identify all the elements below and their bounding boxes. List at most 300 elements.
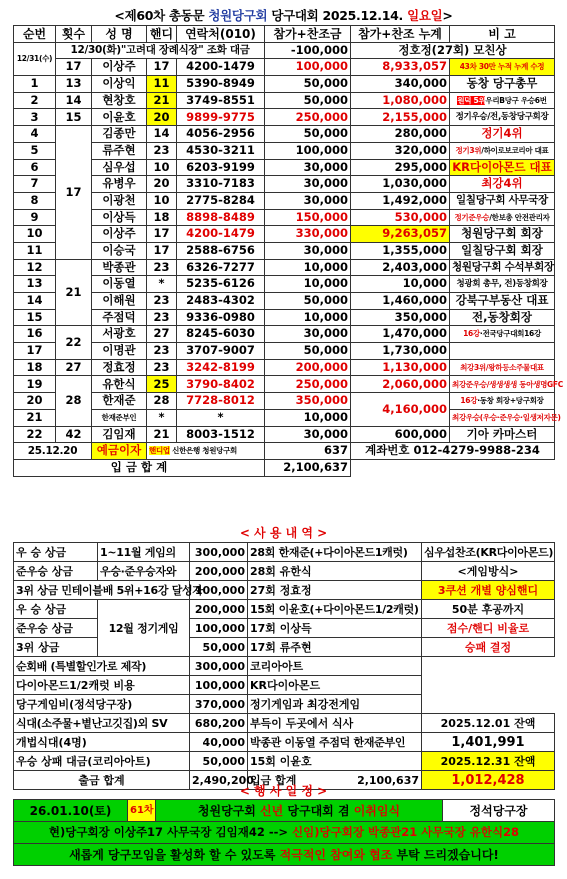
row-name: 김종만	[92, 126, 147, 143]
row-no: 16	[14, 326, 56, 343]
usage-title: < 사 용 내 역 >	[239, 526, 328, 540]
row-fee: 50,000	[265, 293, 351, 310]
row-name: 류주현	[92, 142, 147, 159]
participant-table	[13, 25, 563, 477]
row-handi: 28	[147, 393, 177, 410]
row-phone: 6203-9199	[177, 159, 265, 176]
row-handi: 23	[147, 259, 177, 276]
usage-desc: 정기게임과 최강전게임	[248, 695, 422, 714]
usage-desc: 17회 이상득	[248, 619, 422, 638]
usage-row	[14, 676, 555, 695]
row-handi: 25	[147, 376, 177, 393]
row-fee: 10,000	[265, 276, 351, 293]
row-handi: *	[147, 276, 177, 293]
group-gen: 22	[56, 326, 92, 359]
group-gen: 21	[56, 259, 92, 326]
row-no: 3	[14, 109, 56, 126]
row-no: 14	[14, 293, 56, 310]
row-note: ·전국당구대회16강	[479, 329, 541, 339]
row-no: 18	[14, 359, 56, 376]
event-title-c: 당구대회 겸	[283, 803, 354, 818]
usage-amount: 300,000	[190, 543, 248, 562]
event-date: 26.01.10(토)	[14, 800, 128, 822]
row-fee: 250,000	[265, 376, 351, 393]
event-title: < 행 사 일 정 >	[239, 784, 328, 798]
row-total: 1,492,000	[351, 192, 450, 209]
row-total: 1,460,000	[351, 293, 450, 310]
account-number: 계좌번호 012-4279-9988-234	[351, 443, 555, 460]
notice-row	[14, 42, 555, 59]
row-fee: 30,000	[265, 192, 351, 209]
title-club: 청원당구회	[208, 8, 268, 23]
usage-desc: 15회 이윤호(+다이아몬드1/2캐럿)	[248, 600, 422, 619]
usage-desc: 27회 정효정	[248, 581, 422, 600]
group-gen: 28	[56, 376, 92, 426]
usage-amount: 40,000	[190, 733, 248, 752]
row-note: 전,동창회장	[450, 309, 555, 326]
row-total: 9,263,057	[351, 226, 450, 243]
row-no: 9	[14, 209, 56, 226]
row-total: 320,000	[351, 142, 450, 159]
row-phone: 4056-2956	[177, 126, 265, 143]
usage-amount: 100,000	[190, 676, 248, 695]
row-name: 이해원	[92, 293, 147, 310]
row-name: 서광호	[92, 326, 147, 343]
usage-amount: 680,200	[190, 714, 248, 733]
row-handi: 23	[147, 293, 177, 310]
table-header	[14, 26, 555, 43]
row-fee: 30,000	[265, 176, 351, 193]
usage-side: 3쿠션 개별 양심핸디	[422, 581, 555, 600]
row-handi: 10	[147, 159, 177, 176]
col-header: 순번	[14, 26, 56, 43]
usage-amount: 50,000	[190, 752, 248, 771]
row-total: 1,730,000	[351, 343, 450, 360]
row-no: 15	[14, 309, 56, 326]
row-fee: 200,000	[265, 359, 351, 376]
table-row	[14, 76, 555, 93]
row-name: 심우섭	[92, 159, 147, 176]
title-day: 일요일	[407, 8, 443, 23]
row-phone: 5390-8949	[177, 76, 265, 93]
row-gen: 15	[56, 109, 92, 126]
usage-row	[14, 695, 555, 714]
row-note	[450, 343, 555, 360]
event-row	[14, 844, 555, 866]
row-note: 강북구부동산 대표	[450, 293, 555, 310]
row-name: 한재준	[92, 393, 147, 410]
row-handi: 21	[147, 92, 177, 109]
row-fee: 30,000	[265, 426, 351, 443]
table-row	[14, 276, 555, 293]
usage-item: 우승 상패 대금(코리아아트)	[14, 752, 190, 771]
table-row	[14, 409, 555, 426]
row-note: 일칠당구회 회장	[450, 242, 555, 259]
row-handi: 17	[147, 226, 177, 243]
title-prefix: <제60차 총동문	[114, 8, 209, 23]
table-row	[14, 159, 555, 176]
row-note: 청광회 총무, 전)동창회장	[450, 276, 555, 293]
usage-row	[14, 543, 555, 562]
row-phone: 2483-4302	[177, 293, 265, 310]
row-phone: 4200-1479	[177, 226, 265, 243]
usage-desc: 28회 한재준(+다이아몬드1캐럿)	[248, 543, 422, 562]
row-no: 21	[14, 409, 56, 426]
row-no: 22	[14, 426, 56, 443]
row-fee: 100,000	[265, 142, 351, 159]
row-phone: 2775-8284	[177, 192, 265, 209]
event-title-b: 신년	[260, 803, 284, 818]
usage-item: 당구게임비(정석당구장)	[14, 695, 190, 714]
row-no: 20	[14, 393, 56, 410]
final-balance: 1,012,428	[422, 771, 555, 790]
usage-item: 순회배 (특별할인가로 제작)	[14, 657, 190, 676]
row-phone: 9899-9775	[177, 109, 265, 126]
row-note: 동창 당구총무	[450, 76, 555, 93]
balance-label: 2025.12.01 잔액	[422, 714, 555, 733]
row-handi: 20	[147, 176, 177, 193]
row-phone: 6326-7277	[177, 259, 265, 276]
table-row	[14, 192, 555, 209]
row-no: 11	[14, 242, 56, 259]
notice-amount: -100,000	[265, 42, 351, 59]
row-name: 김임재	[92, 426, 147, 443]
row-note: 우리B당구 우승6번	[485, 95, 547, 105]
col-header: 횟수	[56, 26, 92, 43]
table-row	[14, 176, 555, 193]
row-phone: 2588-6756	[177, 242, 265, 259]
row-handi: 21	[147, 426, 177, 443]
row-total: 4,160,000	[351, 393, 450, 426]
row-total: 2,155,000	[351, 109, 450, 126]
total-row	[14, 459, 555, 476]
event-row	[14, 822, 555, 844]
in-total: 2,100,637	[357, 773, 419, 787]
event-line2-b: 신임)	[292, 824, 320, 839]
usage-row	[14, 657, 555, 676]
row-no: 2	[14, 92, 56, 109]
row-handi: 17	[147, 242, 177, 259]
row-phone: 7728-8012	[177, 393, 265, 410]
row-phone: 8003-1512	[177, 426, 265, 443]
row-name: 이상득	[92, 209, 147, 226]
col-header: 참가+찬조 누계	[351, 26, 450, 43]
row-total: 1,470,000	[351, 326, 450, 343]
row-note: /한보총 안전관리자	[489, 212, 550, 222]
usage-amount: 370,000	[190, 695, 248, 714]
row-fee: 30,000	[265, 326, 351, 343]
usage-amount: 100,000	[190, 581, 248, 600]
usage-table	[13, 542, 555, 790]
notice-count: 17	[56, 59, 92, 76]
row-gen: 27	[56, 359, 92, 376]
row-no: 10	[14, 226, 56, 243]
row-note: 정기4위	[450, 126, 555, 143]
table-row	[14, 343, 555, 360]
col-header: 연락처(010)	[177, 26, 265, 43]
row-handi: 27	[147, 326, 177, 343]
usage-item: 3위 상금	[14, 638, 98, 657]
row-no: 13	[14, 276, 56, 293]
table-row	[14, 226, 555, 243]
usage-sub: 12월 정기게임	[98, 600, 190, 657]
usage-row	[14, 752, 555, 771]
row-name: 한재준부인	[92, 409, 147, 426]
row-total: 280,000	[351, 126, 450, 143]
row-total: 2,060,000	[351, 376, 450, 393]
row-fee: 50,000	[265, 126, 351, 143]
row-name: 유병우	[92, 176, 147, 193]
row-note: 청원당구회 수석부회장	[450, 259, 555, 276]
row-name: 이윤호	[92, 109, 147, 126]
row-no: 17	[14, 343, 56, 360]
event-title-d: 이취임식	[353, 803, 401, 818]
deposit-bank: 신한은행 청원당구회	[172, 446, 237, 456]
row-note: 정기우승/전,동창당구회장	[450, 109, 555, 126]
row-name: 정효정	[92, 359, 147, 376]
row-note: 일칠당구회 사무국장	[450, 192, 555, 209]
usage-sub: 1~11월 게임의	[98, 543, 190, 562]
row-note: 기아 카마스터	[450, 426, 555, 443]
usage-row	[14, 581, 555, 600]
row-fee: 30,000	[265, 242, 351, 259]
row-total: 600,000	[351, 426, 450, 443]
row-total: 295,000	[351, 159, 450, 176]
row-gen: 42	[56, 426, 92, 443]
usage-item: 우 승 상금	[14, 543, 98, 562]
row-phone: 3749-8551	[177, 92, 265, 109]
deposit-amount: 637	[265, 443, 351, 460]
row-phone: 8898-8489	[177, 209, 265, 226]
row-name: 이명관	[92, 343, 147, 360]
row-fee: 10,000	[265, 259, 351, 276]
notice-handi: 17	[147, 59, 177, 76]
row-name: 주점덕	[92, 309, 147, 326]
table-row	[14, 259, 555, 276]
row-phone: 3790-8402	[177, 376, 265, 393]
row-fee: 30,000	[265, 159, 351, 176]
row-handi: 23	[147, 359, 177, 376]
table-row	[14, 92, 555, 109]
usage-sub: 우승·준우승자와	[98, 562, 190, 581]
row-phone: 3310-7183	[177, 176, 265, 193]
row-handi: 18	[147, 209, 177, 226]
row-handi: 11	[147, 76, 177, 93]
usage-row	[14, 600, 555, 619]
row-fee: 10,000	[265, 309, 351, 326]
row-name: 이동열	[92, 276, 147, 293]
event-line3-b: 적극적인 참여와 협조	[279, 847, 393, 862]
row-handi: 10	[147, 192, 177, 209]
usage-side: 50분 후공까지	[422, 600, 555, 619]
usage-side: <게임방식>	[422, 562, 555, 581]
row-note: 청원당구회 회장	[450, 226, 555, 243]
row-name: 이광천	[92, 192, 147, 209]
row-phone: 3707-9007	[177, 343, 265, 360]
usage-item: 우 승 상금	[14, 600, 98, 619]
row-no: 19	[14, 376, 56, 393]
total-amount: 2,100,637	[265, 459, 351, 476]
usage-desc: KR다이아몬드	[248, 676, 422, 695]
row-total: 10,000	[351, 276, 450, 293]
out-total-label: 출금 합계	[14, 771, 190, 790]
row-handi: 23	[147, 309, 177, 326]
table-row	[14, 426, 555, 443]
row-note: KR다이아몬드 대표	[450, 159, 555, 176]
usage-row	[14, 562, 555, 581]
row-no: 4	[14, 126, 56, 143]
row-no: 5	[14, 142, 56, 159]
table-row	[14, 326, 555, 343]
col-header: 성 명	[92, 26, 147, 43]
row-fee: 250,000	[265, 109, 351, 126]
notice-note: 정호정(27회) 모친상	[351, 42, 555, 59]
col-header: 핸디	[147, 26, 177, 43]
usage-amount: 200,000	[190, 600, 248, 619]
usage-side: 승패 결정	[422, 638, 555, 657]
in-total-label: 입금 합계	[250, 773, 297, 787]
row-note: 최강4위	[450, 176, 555, 193]
usage-item: 다이아몬드1/2캐럿 비용	[14, 676, 190, 695]
table-row	[14, 309, 555, 326]
row-note-tag: 16강	[463, 329, 480, 339]
notice-total: 8,933,057	[351, 59, 450, 76]
row-total: 1,030,000	[351, 176, 450, 193]
usage-row	[14, 714, 555, 733]
event-round: 61차	[128, 800, 156, 822]
row-total: 2,403,000	[351, 259, 450, 276]
usage-item: 개법식대(4명)	[14, 733, 190, 752]
table-row	[14, 376, 555, 393]
row-total: 1,130,000	[351, 359, 450, 376]
row-phone: 3242-8199	[177, 359, 265, 376]
row-no: 1	[14, 76, 56, 93]
table-row	[14, 126, 555, 143]
balance-label: 2025.12.31 잔액	[422, 752, 555, 771]
usage-desc: 17회 류주현	[248, 638, 422, 657]
row-gen: 13	[56, 76, 92, 93]
row-phone: 4530-3211	[177, 142, 265, 159]
notice-remark: 43차 30만 누적 누계 수정	[450, 59, 555, 76]
row-total: 350,000	[351, 309, 450, 326]
event-line3-a: 새롭게 당구모임을 활성화 할 수 있도록	[69, 847, 280, 862]
table-row	[14, 209, 555, 226]
row-note-tag: 정기3위	[455, 145, 482, 155]
row-name: 박종관	[92, 259, 147, 276]
row-no: 6	[14, 159, 56, 176]
row-handi: 23	[147, 343, 177, 360]
usage-amount: 200,000	[190, 562, 248, 581]
row-total: 1,080,000	[351, 92, 450, 109]
page-title	[0, 6, 567, 24]
usage-desc: 28회 유한식	[248, 562, 422, 581]
row-fee: 50,000	[265, 343, 351, 360]
total-label: 입 금 합 계	[14, 459, 265, 476]
handi-up-tag: 핸디업	[149, 446, 170, 456]
usage-amount: 50,000	[190, 638, 248, 657]
row-note-tag: 원덕 5위	[457, 95, 486, 105]
notice-phone: 4200-1479	[177, 59, 265, 76]
notice-event: 12/30(화)"고려대 장례식장" 조화 대금	[56, 42, 265, 59]
row-phone: 8245-6030	[177, 326, 265, 343]
row-handi: 20	[147, 109, 177, 126]
usage-desc: 박종관 이동열 주점덕 한재준부인	[248, 733, 422, 752]
balance-value: 1,401,991	[422, 733, 555, 752]
deposit-label: 예금이자	[92, 443, 147, 460]
row-note: ·동창 회장+당구회장	[477, 396, 544, 406]
title-suffix: >	[442, 8, 453, 23]
usage-amount: 300,000	[190, 657, 248, 676]
usage-item: 준우승 상금	[14, 619, 98, 638]
event-row	[14, 800, 555, 822]
out-total: 2,490,200	[190, 771, 248, 790]
row-note: 최강우승(우승·준우승·일생저자문)	[450, 409, 555, 426]
row-name: 이상주	[92, 226, 147, 243]
event-venue: 정석당구장	[443, 800, 555, 822]
row-name: 이승국	[92, 242, 147, 259]
usage-side: 심우섭찬조(KR다이아몬드)	[422, 543, 555, 562]
row-total: 530,000	[351, 209, 450, 226]
row-fee: 350,000	[265, 393, 351, 410]
row-total: 340,000	[351, 76, 450, 93]
usage-desc: 15회 이윤호	[248, 752, 422, 771]
table-row	[14, 393, 555, 410]
usage-item: 3위 상금	[16, 583, 58, 597]
title-date: 당구대회 2025.12.14.	[267, 8, 408, 23]
usage-row	[14, 619, 555, 638]
row-fee: 10,000	[265, 409, 351, 426]
table-row	[14, 242, 555, 259]
row-fee: 50,000	[265, 76, 351, 93]
row-fee: 150,000	[265, 209, 351, 226]
event-line2-a: 현)당구회장 이상주17 사무국장 김임재42 -->	[48, 824, 293, 839]
usage-row	[14, 638, 555, 657]
row-note: /하이로보코리아 대표	[481, 145, 549, 155]
table-row	[14, 142, 555, 159]
notice-date: 12/31(수)	[14, 42, 56, 75]
row-handi: 14	[147, 126, 177, 143]
group-gen: 17	[56, 126, 92, 260]
row-note-tag: 16강	[460, 396, 478, 406]
usage-row	[14, 733, 555, 752]
notice-name: 이상주	[92, 59, 147, 76]
event-table	[13, 799, 555, 866]
col-header: 참가+찬조금	[265, 26, 351, 43]
row-handi: *	[147, 409, 177, 426]
row-no: 8	[14, 192, 56, 209]
row-note: 최강3위/왕하등소주물대표	[450, 359, 555, 376]
row-name: 유한식	[92, 376, 147, 393]
row-name: 이상익	[92, 76, 147, 93]
row-name: 현창호	[92, 92, 147, 109]
row-note: 최강준우승/생생생생 동아생명GFC	[450, 376, 555, 393]
event-line3-c: 부탁 드리겠습니다!	[392, 847, 499, 862]
notice-row	[14, 59, 555, 76]
usage-item: 식대(소주물+볕난고깃집)외 SV	[14, 714, 190, 733]
row-fee: 330,000	[265, 226, 351, 243]
event-title-a: 청원당구회	[197, 803, 261, 818]
row-phone: 5235-6126	[177, 276, 265, 293]
usage-desc: 코리아아트	[248, 657, 422, 676]
usage-sub: 민테이블배 5위+16강 달성자	[61, 583, 203, 597]
deposit-date: 25.12.20	[14, 443, 92, 460]
table-row	[14, 109, 555, 126]
usage-side: 점수/핸디 비율로	[422, 619, 555, 638]
notice-fee: 100,000	[265, 59, 351, 76]
row-note-tag: 정기준우승	[454, 212, 490, 222]
row-handi: 23	[147, 142, 177, 159]
row-phone: 9336-0980	[177, 309, 265, 326]
